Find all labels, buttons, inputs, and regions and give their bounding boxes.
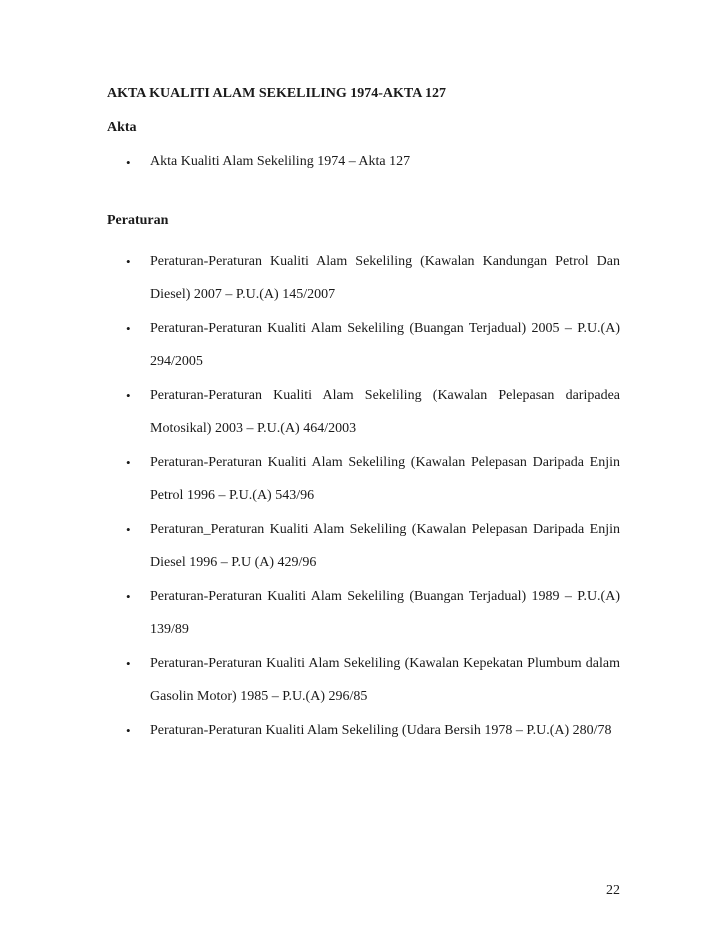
- list-item-text: Peraturan-Peraturan Kualiti Alam Sekeliling (Kawalan Kepekatan Plumbum dalam Gasolin Motor) 1985 – P.U.(A) 296/85: [150, 656, 620, 704]
- bullet-icon: •: [126, 388, 131, 403]
- bullet-icon: •: [126, 589, 131, 604]
- list-item-text: Peraturan_Peraturan Kualiti Alam Sekeliling (Kawalan Pelepasan Daripada Enjin Diesel 1996 – P.U (A) 429/96: [150, 522, 620, 570]
- list-item-text: Peraturan-Peraturan Kualiti Alam Sekeliling (Kawalan Pelepasan Daripada Enjin Petrol 1996 – P.U.(A) 543/96: [150, 455, 620, 503]
- list-item-text: Peraturan-Peraturan Kualiti Alam Sekeliling (Buangan Terjadual) 2005 – P.U.(A) 294/2005: [150, 321, 620, 369]
- bullet-icon: •: [126, 155, 131, 170]
- list-item-text: Peraturan-Peraturan Kualiti Alam Sekeliling (Kawalan Kandungan Petrol Dan Diesel) 2007 – P.U.(A) 145/2007: [150, 254, 620, 302]
- list-item-text: Peraturan-Peraturan Kualiti Alam Sekeliling (Kawalan Pelepasan daripadea Motosikal) 2003 – P.U.(A) 464/2003: [150, 388, 620, 436]
- bullet-icon: •: [126, 723, 131, 738]
- bullet-icon: •: [126, 656, 131, 671]
- document-title: AKTA KUALITI ALAM SEKELILING 1974-AKTA 127: [107, 86, 447, 101]
- section-heading-peraturan: Peraturan: [107, 213, 169, 228]
- section-heading-akta: Akta: [107, 120, 137, 135]
- list-item-text: Peraturan-Peraturan Kualiti Alam Sekeliling (Udara Bersih 1978 – P.U.(A) 280/78: [150, 723, 612, 738]
- list-item-text: Akta Kualiti Alam Sekeliling 1974 – Akta 127: [150, 154, 411, 169]
- page-number: 22: [606, 883, 620, 898]
- bullet-icon: •: [126, 254, 131, 269]
- bullet-icon: •: [126, 321, 131, 336]
- bullet-icon: •: [126, 522, 131, 537]
- bullet-icon: •: [126, 455, 131, 470]
- list-item-text: Peraturan-Peraturan Kualiti Alam Sekeliling (Buangan Terjadual) 1989 – P.U.(A) 139/89: [150, 589, 620, 637]
